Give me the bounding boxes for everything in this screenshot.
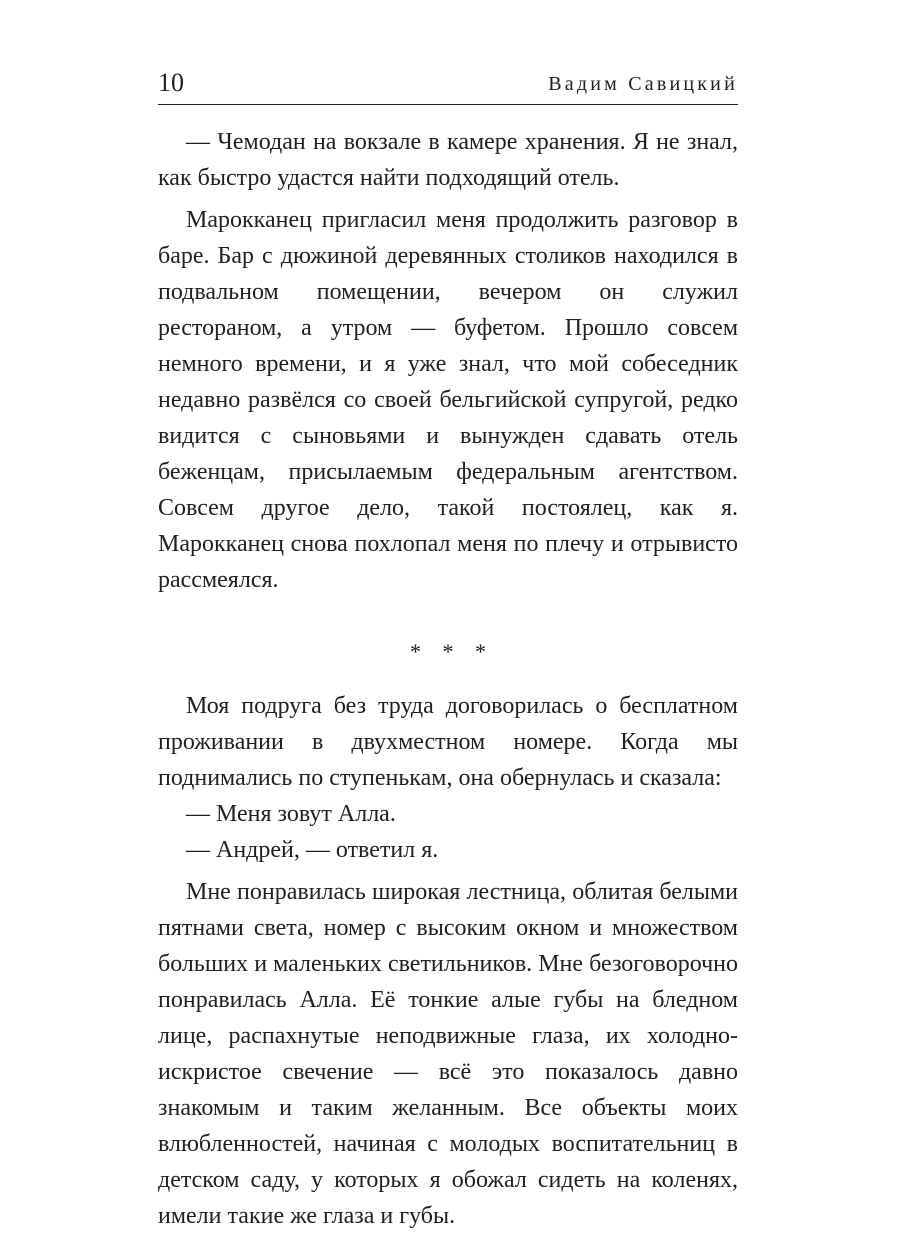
paragraph: Марокканец пригласил меня продолжить разговор в баре. Бар с дюжиной деревянных столиков находился в подвальном помещении, вечером он служил рестораном, а утром — буфетом. Прошло совсем немного времени, и я уже знал, что мой собеседник недавно развёлся со своей бельгийской супругой, редко видится с сыновьями и вынужден сдавать отель беженцам, присылаемым федеральным агентством. Совсем другое дело, такой постоялец, как я. Марокканец снова похлопал меня по плечу и отрывисто рассмеялся. bbox=[158, 207, 738, 593]
section-separator: * * * bbox=[410, 639, 494, 664]
dialogue-line: — Андрей, — ответил я. bbox=[186, 837, 439, 863]
header-rule bbox=[158, 104, 738, 105]
page-number: 10 bbox=[158, 68, 184, 97]
page-header bbox=[158, 64, 738, 104]
dialogue-line: — Меня зовут Алла. bbox=[186, 801, 396, 827]
paragraph: Мне понравилась широкая лестница, облитая белыми пятнами света, номер с высоким окном и множеством больших и маленьких светильников. Мне безоговорочно понравилась Алла. Её тонкие алые губы на бледном лице, распахнутые неподвижные глаза, их холодно-искристое свечение — всё это показалось давно знакомым и таким желанным. Все объекты моих влюбленностей, начиная с молодых воспитательниц в детском саду, у которых я обожал сидеть на коленях, имели такие же глаза и губы. bbox=[158, 879, 738, 1229]
running-head-author: Вадим Савицкий bbox=[548, 73, 738, 95]
paragraph: — Чемодан на вокзале в камере хранения. Я не знал, как быстро удастся найти подходящий отель. bbox=[158, 129, 738, 191]
page-text bbox=[158, 124, 738, 1234]
paragraph: Моя подруга без труда договорилась о бесплатном проживании в двухместном номере. Когда мы поднимались по ступенькам, она обернулась и сказала: bbox=[158, 693, 738, 791]
